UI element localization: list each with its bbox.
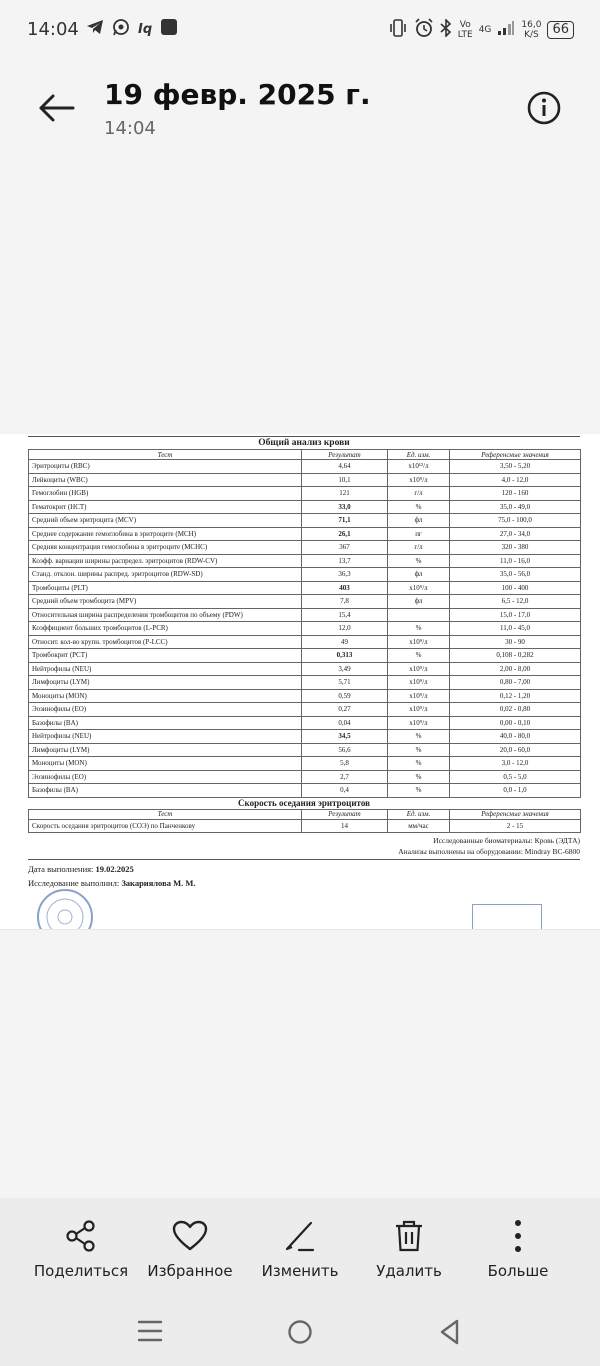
- unit-cell: %: [388, 757, 450, 771]
- reference-cell: 35,0 - 56,0: [450, 568, 581, 582]
- reference-cell: 120 - 160: [450, 487, 581, 501]
- unit-cell: x10⁹/л: [388, 473, 450, 487]
- back-icon: [437, 1318, 463, 1346]
- volte-label: Vo LTE: [457, 20, 473, 40]
- unit-cell: фл: [388, 568, 450, 582]
- unit-cell: г/л: [388, 541, 450, 555]
- table-row: [29, 487, 581, 501]
- more-label: Больше: [487, 1262, 549, 1280]
- result-cell: 121: [302, 487, 388, 501]
- notification-icons: [86, 18, 178, 40]
- recent-apps-icon: [137, 1318, 163, 1344]
- biomaterial-note: Исследованные биоматериалы: Кровь (ЭДТА): [433, 836, 580, 845]
- column-header: Референсные значения: [450, 450, 581, 460]
- result-cell: 49: [302, 635, 388, 649]
- network-label: 4G: [478, 25, 492, 35]
- favorite-button[interactable]: [135, 1218, 245, 1280]
- unit-cell: %: [388, 784, 450, 798]
- system-nav-bar: [0, 1298, 600, 1366]
- equipment-note: Анализы выполнены на оборудовании: Mindray BC-6800: [398, 847, 580, 856]
- test-name-cell: Моноциты (MON): [29, 757, 302, 771]
- table-body: [29, 460, 581, 798]
- edit-button[interactable]: [245, 1218, 355, 1280]
- table-row: [29, 743, 581, 757]
- column-header: Тест: [29, 450, 302, 460]
- test-name-cell: Гематокрит (HCT): [29, 500, 302, 514]
- reference-cell: 320 - 380: [450, 541, 581, 555]
- unit-cell: %: [388, 649, 450, 663]
- test-name-cell: Базофилы (BA): [29, 784, 302, 798]
- rectangular-stamp-icon: [472, 904, 542, 930]
- table-row: [29, 581, 581, 595]
- table-row: [29, 527, 581, 541]
- tiktok-icon: Iq: [138, 21, 153, 37]
- whatsapp-icon: [112, 18, 130, 40]
- info-button[interactable]: [526, 90, 562, 126]
- unit-cell: x10⁹/л: [388, 676, 450, 690]
- table-header-row: [29, 450, 581, 460]
- test-name-cell: Лейкоциты (WBC): [29, 473, 302, 487]
- result-cell: 56,6: [302, 743, 388, 757]
- performer-value: Закариялова М. М.: [121, 878, 196, 888]
- home-icon: [286, 1318, 314, 1346]
- result-cell: 34,5: [302, 730, 388, 744]
- unit-cell: %: [388, 770, 450, 784]
- esr-result: 14: [302, 819, 388, 833]
- telegram-icon: [86, 19, 104, 39]
- reference-cell: 0,00 - 0,10: [450, 716, 581, 730]
- unit-cell: x10⁹/л: [388, 581, 450, 595]
- result-cell: 403: [302, 581, 388, 595]
- test-name-cell: Эритроциты (RBC): [29, 460, 302, 474]
- table-row: [29, 622, 581, 636]
- test-name-cell: Средний объем тромбоцита (MPV): [29, 595, 302, 609]
- more-vertical-icon: [513, 1219, 523, 1253]
- share-label: Поделиться: [33, 1262, 129, 1280]
- table-row: [29, 784, 581, 798]
- column-header: Ед. изм.: [388, 809, 450, 819]
- lab-report: [28, 436, 580, 890]
- reference-cell: 3,50 - 5,20: [450, 460, 581, 474]
- test-name-cell: Моноциты (MON): [29, 689, 302, 703]
- esr-test: Скорость оседания эритроцитов (СОЭ) по Панченкову: [29, 819, 302, 833]
- reference-cell: 20,0 - 60,0: [450, 743, 581, 757]
- result-cell: 3,49: [302, 662, 388, 676]
- performer-label: Исследование выполнил:: [28, 878, 120, 888]
- test-name-cell: Лимфоциты (LYM): [29, 743, 302, 757]
- arrow-left-icon: [37, 93, 75, 123]
- table-row: [29, 716, 581, 730]
- test-name-cell: Средний объем эритроцита (MCV): [29, 514, 302, 528]
- system-status-icons: [388, 18, 574, 42]
- date-label: Дата выполнения:: [28, 864, 94, 874]
- unit-cell: %: [388, 500, 450, 514]
- delete-label: Удалить: [376, 1262, 442, 1280]
- unit-cell: x10⁹/л: [388, 689, 450, 703]
- share-button[interactable]: [26, 1218, 136, 1280]
- unit-cell: x10⁹/л: [388, 703, 450, 717]
- signal-icon: [497, 20, 515, 40]
- reference-cell: 30 - 90: [450, 635, 581, 649]
- result-cell: 0,04: [302, 716, 388, 730]
- test-name-cell: Тромбокрит (PCT): [29, 649, 302, 663]
- test-name-cell: Эозинофилы (EO): [29, 703, 302, 717]
- test-name-cell: Станд. отклон. ширины распред. эритроцитов (RDW-SD): [29, 568, 302, 582]
- recent-apps-button[interactable]: [137, 1318, 167, 1348]
- unit-cell: [388, 608, 450, 622]
- result-cell: 0,313: [302, 649, 388, 663]
- esr-unit: мм/час: [388, 819, 450, 833]
- reference-cell: 6,5 - 12,0: [450, 595, 581, 609]
- unit-cell: x10⁹/л: [388, 662, 450, 676]
- result-cell: 13,7: [302, 554, 388, 568]
- result-cell: 10,1: [302, 473, 388, 487]
- execution-date: [28, 862, 580, 876]
- nav-back-button[interactable]: [437, 1318, 467, 1348]
- column-header: Референсные значения: [450, 809, 581, 819]
- viewer-header: [0, 70, 600, 150]
- reference-cell: 15,0 - 17,0: [450, 608, 581, 622]
- test-name-cell: Эозинофилы (EO): [29, 770, 302, 784]
- test-name-cell: Среднее содержание гемоглобина в эритроците (MCH): [29, 527, 302, 541]
- favorite-label: Избранное: [147, 1262, 233, 1280]
- reference-cell: 40,0 - 80,0: [450, 730, 581, 744]
- unit-cell: %: [388, 554, 450, 568]
- test-name-cell: Нейтрофилы (NEU): [29, 730, 302, 744]
- result-cell: 367: [302, 541, 388, 555]
- reference-cell: 27,0 - 34,0: [450, 527, 581, 541]
- result-cell: 0,59: [302, 689, 388, 703]
- table-header-row: [29, 809, 581, 819]
- result-cell: 33,0: [302, 500, 388, 514]
- table-row: [29, 649, 581, 663]
- esr-ref: 2 - 15: [450, 819, 581, 833]
- unit-cell: г/л: [388, 487, 450, 501]
- table-row: [29, 500, 581, 514]
- result-cell: 4,64: [302, 460, 388, 474]
- column-header: Ед. изм.: [388, 450, 450, 460]
- result-cell: 2,7: [302, 770, 388, 784]
- report-bottom-rule: [28, 859, 580, 860]
- bluetooth-icon: [440, 19, 452, 41]
- action-bar: [0, 1198, 600, 1298]
- table-row: [29, 676, 581, 690]
- test-name-cell: Лимфоциты (LYM): [29, 676, 302, 690]
- esr-table: [28, 809, 581, 834]
- unit-cell: %: [388, 622, 450, 636]
- result-cell: 7,8: [302, 595, 388, 609]
- table-row: [29, 541, 581, 555]
- reference-cell: 11,0 - 45,0: [450, 622, 581, 636]
- status-time: 14:04: [27, 19, 79, 40]
- test-name-cell: Тромбоциты (PLT): [29, 581, 302, 595]
- table-row: [29, 730, 581, 744]
- column-header: Результат: [302, 809, 388, 819]
- date-value: 19.02.2025: [95, 864, 134, 874]
- result-cell: 5,71: [302, 676, 388, 690]
- home-button[interactable]: [286, 1318, 316, 1348]
- reference-cell: 75,0 - 100,0: [450, 514, 581, 528]
- unit-cell: x10⁹/л: [388, 635, 450, 649]
- test-name-cell: Коэфф. вариации ширины распредел. эритроцитов (RDW-CV): [29, 554, 302, 568]
- round-stamp-icon: [36, 888, 94, 930]
- trash-icon: [393, 1219, 425, 1253]
- reference-cell: 3,0 - 12,0: [450, 757, 581, 771]
- blood-test-table: [28, 449, 581, 798]
- reference-cell: 0,5 - 5,0: [450, 770, 581, 784]
- reference-cell: 0,0 - 1,0: [450, 784, 581, 798]
- column-header: Тест: [29, 809, 302, 819]
- alarm-icon: [414, 18, 434, 42]
- table-row: [29, 568, 581, 582]
- table-row: [29, 460, 581, 474]
- test-name-cell: Относит. кол-во крупн. тромбоцитов (P-LCC): [29, 635, 302, 649]
- status-bar: [0, 0, 600, 60]
- result-cell: 12,0: [302, 622, 388, 636]
- reference-cell: 0,80 - 7,00: [450, 676, 581, 690]
- edit-label: Изменить: [261, 1262, 339, 1280]
- test-name-cell: Гемоглобин (HGB): [29, 487, 302, 501]
- result-cell: 0,4: [302, 784, 388, 798]
- esr-section-title: Скорость оседания эритроцитов: [238, 797, 370, 808]
- reference-cell: 0,12 - 1,20: [450, 689, 581, 703]
- test-name-cell: Коэффициент больших тромбоцитов (L-PCR): [29, 622, 302, 636]
- table-row: [29, 703, 581, 717]
- reference-cell: 0,02 - 0,80: [450, 703, 581, 717]
- unit-cell: фл: [388, 595, 450, 609]
- unit-cell: %: [388, 730, 450, 744]
- table-row: [29, 473, 581, 487]
- result-cell: 36,3: [302, 568, 388, 582]
- reference-cell: 2,00 - 8,00: [450, 662, 581, 676]
- test-name-cell: Нейтрофилы (NEU): [29, 662, 302, 676]
- table-row: [29, 595, 581, 609]
- table-row: [29, 554, 581, 568]
- table-row: [29, 608, 581, 622]
- reference-cell: 11,0 - 16,0: [450, 554, 581, 568]
- reference-cell: 100 - 400: [450, 581, 581, 595]
- unit-cell: x10⁹/л: [388, 716, 450, 730]
- performer: [28, 876, 580, 890]
- info-icon: [526, 90, 562, 126]
- reference-cell: 4,0 - 12,0: [450, 473, 581, 487]
- reference-cell: 35,0 - 49,0: [450, 500, 581, 514]
- page-subtitle-time: 14:04: [104, 118, 156, 139]
- unit-cell: пг: [388, 527, 450, 541]
- more-button[interactable]: [463, 1218, 573, 1280]
- test-name-cell: Относительная ширина распределения тромбоцитов по объему (PDW): [29, 608, 302, 622]
- unit-cell: x10¹²/л: [388, 460, 450, 474]
- square-app-icon: [160, 18, 178, 40]
- table-row: [29, 770, 581, 784]
- back-button[interactable]: [34, 88, 78, 128]
- table-row: [29, 635, 581, 649]
- delete-button[interactable]: [354, 1218, 464, 1280]
- net-speed: 16,0 K/S: [521, 20, 542, 40]
- result-cell: 26,1: [302, 527, 388, 541]
- table-row: [29, 662, 581, 676]
- table-row: [29, 689, 581, 703]
- result-cell: 15,4: [302, 608, 388, 622]
- table-row: [29, 757, 581, 771]
- battery-level: 66: [547, 21, 574, 39]
- vibrate-icon: [388, 19, 408, 41]
- result-cell: 5,8: [302, 757, 388, 771]
- test-name-cell: Средняя концентрация гемоглобина в эритроците (MCHC): [29, 541, 302, 555]
- document-image[interactable]: [0, 434, 600, 930]
- result-cell: 0,27: [302, 703, 388, 717]
- table-row: [29, 514, 581, 528]
- report-title: Общий анализ крови: [258, 438, 350, 448]
- share-icon: [64, 1219, 98, 1253]
- unit-cell: %: [388, 743, 450, 757]
- table-row: [29, 819, 581, 833]
- heart-icon: [172, 1220, 208, 1252]
- page-title: 19 февр. 2025 г.: [104, 78, 371, 111]
- column-header: Результат: [302, 450, 388, 460]
- unit-cell: фл: [388, 514, 450, 528]
- reference-cell: 0,108 - 0,282: [450, 649, 581, 663]
- test-name-cell: Базофилы (BA): [29, 716, 302, 730]
- result-cell: 71,1: [302, 514, 388, 528]
- edit-pen-icon: [283, 1219, 317, 1253]
